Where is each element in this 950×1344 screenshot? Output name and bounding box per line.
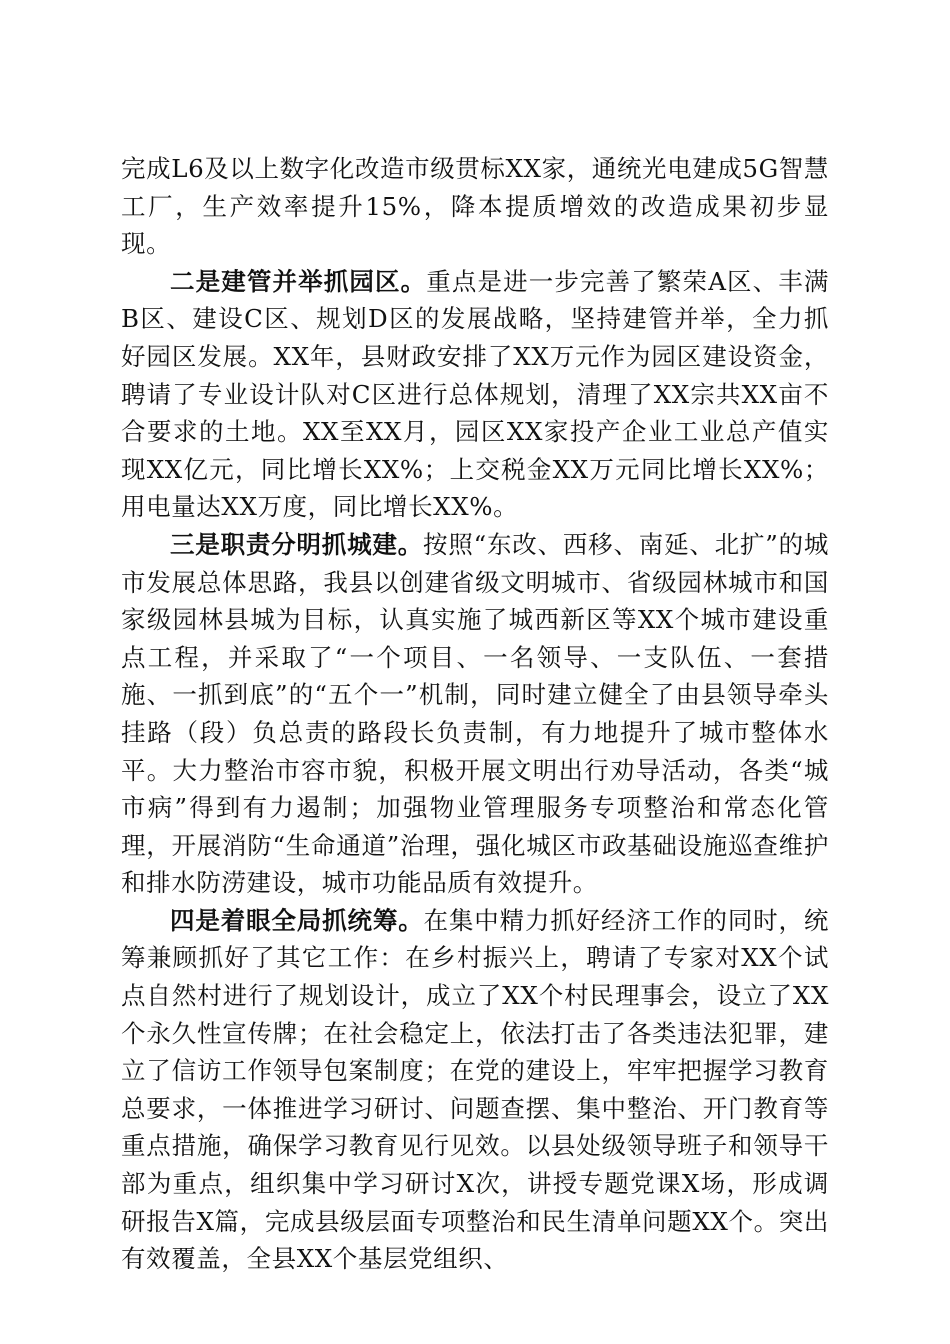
paragraph-heading: 四是着眼全局抓统筹。 [170,905,424,935]
paragraph-continuation [121,150,829,263]
paragraph-heading: 三是职责分明抓城建。 [170,529,424,559]
paragraph-heading: 二是建管并举抓园区。 [170,266,427,296]
paragraph-text: 按照“东改、西移、南延、北扩”的城市发展总体思路，我县以创建省级文明城市、省级园林城市和国家级园林县城为目标，认真实施了城西新区等XX个城市建设重点工程，并采取了“一个项目、一名领导、一支队伍、一套措施、一抓到底”的“五个一”机制，同时建立健全了由县领导牵头挂路（段）负总责的路段长负责制，有力地提升了城市整体水平。大力整治市容市貌，积极开展文明出行劝导活动，各类“城市病”得到有力遏制；加强物业管理服务专项整治和常态化管理，开展消防“生命通道”治理，强化城区市政基础设施巡查维护和排水防涝建设，城市功能品质有效提升。 [121,529,830,898]
paragraph-text: 在集中精力抓好经济工作的同时，统筹兼顾抓好了其它工作：在乡村振兴上，聘请了专家对XX个试点自然村进行了规划设计，成立了XX个村民理事会，设立了XX个永久性宣传牌；在社会稳定上，依法打击了各类违法犯罪，建立了信访工作领导包案制度；在党的建设上，牢牢把握学习教育总要求，一体推进学习研讨、问题查摆、集中整治、开门教育等重点措施，确保学习教育见行见效。以县处级领导班子和领导干部为重点，组织集中学习研讨X次，讲授专题党课X场，形成调研报告X篇，完成县级层面专项整治和民生清单问题XX个。突出有效覆盖，全县XX个基层党组织、 [121,905,829,1274]
paragraph-text: 重点是进一步完善了繁荣A区、丰满B区、建设C区、规划D区的发展战略，坚持建管并举，全力抓好园区发展。XX年，县财政安排了XX万元作为园区建设资金，聘请了专业设计队对C区进行总体规划，清理了XX宗共XX亩不合要求的土地。XX至XX月，园区XX家投产企业工业总产值实现XX亿元，同比增长XX%；上交税金XX万元同比增长XX%；用电量达XX万度，同比增长XX%。 [121,266,829,522]
paragraph-park-management [121,263,829,526]
paragraph-overall-coordination [121,902,829,1278]
paragraph-text: 完成L6及以上数字化改造市级贯标XX家，通统光电建成5G智慧工厂，生产效率提升15%，降本提质增效的改造成果初步显现。 [121,154,829,259]
paragraph-urban-construction [121,526,829,902]
document-body [121,150,829,1278]
